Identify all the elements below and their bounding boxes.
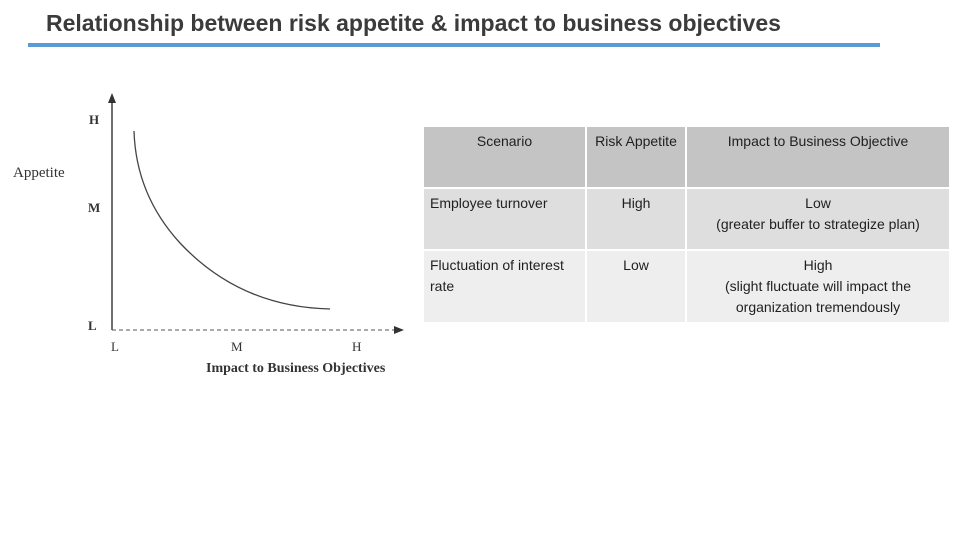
y-tick-low: L: [88, 318, 97, 333]
risk-curve: [134, 131, 330, 309]
cell-scenario: Fluctuation of interest rate: [424, 251, 585, 322]
cell-appetite: Low: [587, 251, 685, 322]
x-axis-label: Impact to Business Objectives: [206, 361, 386, 376]
impact-level: Low: [805, 195, 831, 211]
header-impact: Impact to Business Objective: [687, 127, 949, 187]
x-tick-high: H: [352, 339, 362, 354]
x-tick-medium: M: [231, 339, 243, 354]
cell-scenario: Employee turnover: [424, 189, 585, 249]
table-header-row: [424, 127, 949, 187]
cell-appetite: High: [587, 189, 685, 249]
table-row: [424, 189, 949, 249]
header-scenario: Scenario: [424, 127, 585, 187]
appetite-impact-graph: [0, 85, 420, 385]
y-tick-medium: M: [88, 200, 101, 215]
impact-level: High: [803, 257, 833, 273]
scenario-table: [422, 125, 951, 324]
y-axis-label: Appetite: [13, 165, 65, 181]
table-row: [424, 251, 949, 322]
header-risk-appetite: [587, 127, 685, 187]
title-underline: [28, 43, 880, 47]
y-tick-high: H: [89, 112, 100, 127]
impact-note: (slight fluctuate will impact the organization tremendously: [725, 278, 911, 315]
impact-note: (greater buffer to strategize plan): [716, 216, 920, 232]
y-axis-arrowhead: [108, 93, 116, 103]
header-risk-appetite-text: Risk Appetite: [595, 133, 677, 149]
cell-impact: [687, 189, 949, 249]
cell-impact: [687, 251, 949, 322]
slide-title: Relationship between risk appetite & impact to business objectives: [46, 10, 781, 36]
x-axis-arrowhead: [394, 326, 404, 334]
x-tick-low: L: [111, 339, 119, 354]
